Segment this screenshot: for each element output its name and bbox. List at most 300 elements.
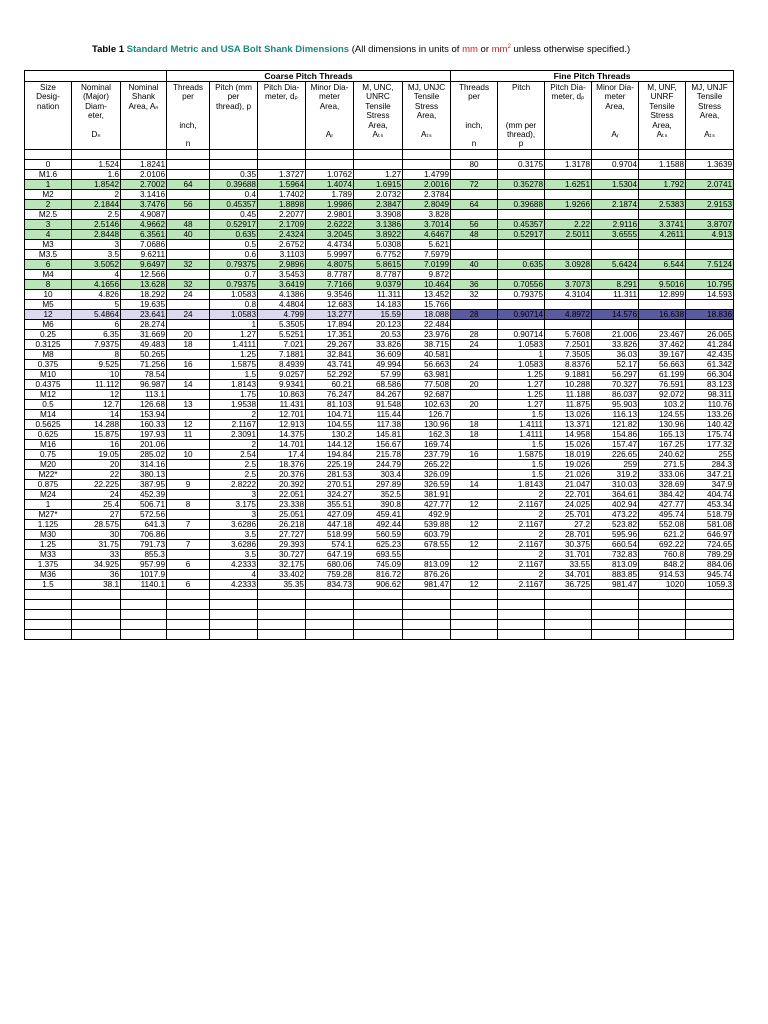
table-cell [167, 369, 210, 379]
table-cell: 7.021 [258, 339, 306, 349]
table-cell: 981.47 [592, 579, 639, 589]
table-row [25, 449, 734, 459]
table-cell: 1.792 [639, 179, 686, 189]
table-cell: 319.2 [592, 469, 639, 479]
table-cell: 2 [25, 199, 72, 209]
table-cell: 0.75 [25, 449, 72, 459]
table-cell [167, 269, 210, 279]
table-cell: 732.83 [592, 549, 639, 559]
table-cell: M12 [25, 389, 72, 399]
table-cell: 724.65 [686, 539, 734, 549]
table-cell: 2 [498, 569, 545, 579]
table-cell: 0.7 [210, 269, 258, 279]
unit-mm2-base: mm [491, 44, 508, 56]
column-header: Size Desig- nation [25, 82, 72, 150]
table-cell [451, 239, 498, 249]
table-cell: 1.27 [354, 169, 403, 179]
table-cell: M2.5 [25, 209, 72, 219]
table-cell: 2.22 [545, 219, 592, 229]
empty-cell [306, 629, 354, 639]
table-cell: 9.0257 [258, 369, 306, 379]
table-cell: 169.74 [403, 439, 451, 449]
table-cell: 11.431 [258, 399, 306, 409]
empty-cell [121, 599, 167, 609]
empty-cell [354, 609, 403, 619]
table-cell: 0.45357 [498, 219, 545, 229]
empty-cell [451, 619, 498, 629]
table-cell: 2.1167 [498, 579, 545, 589]
table-cell: 6.7752 [354, 249, 403, 259]
table-cell: 2.5146 [72, 219, 121, 229]
table-cell: 201.06 [121, 439, 167, 449]
table-cell: 1.5 [210, 369, 258, 379]
table-cell: 3.6555 [592, 229, 639, 239]
table-cell: 76.247 [306, 389, 354, 399]
table-cell: 646.97 [686, 529, 734, 539]
table-cell: 1.4111 [498, 419, 545, 429]
table-cell: 14.576 [592, 309, 639, 319]
table-cell: 7 [167, 519, 210, 529]
table-cell: 83.123 [686, 379, 734, 389]
table-cell: 1.25 [498, 369, 545, 379]
table-cell: 0.635 [498, 259, 545, 269]
table-cell: 4 [72, 269, 121, 279]
table-cell: 0.5 [210, 239, 258, 249]
table-cell [451, 269, 498, 279]
table-row [25, 509, 734, 519]
table-cell [167, 159, 210, 169]
table-cell: 19.026 [545, 459, 592, 469]
table-cell [498, 299, 545, 309]
empty-cell [72, 619, 121, 629]
table-cell [639, 249, 686, 259]
table-cell: 5.8615 [354, 259, 403, 269]
table-cell: 7.0686 [121, 239, 167, 249]
table-cell: 56 [451, 219, 498, 229]
table-cell: 270.51 [306, 479, 354, 489]
table-cell [306, 159, 354, 169]
table-cell: 3.5453 [258, 269, 306, 279]
table-cell: 4.3104 [545, 289, 592, 299]
table-cell: 13.371 [545, 419, 592, 429]
table-cell: 0.45 [210, 209, 258, 219]
table-cell: 390.8 [354, 499, 403, 509]
table-cell: 50.265 [121, 349, 167, 359]
table-cell: 2.54 [210, 449, 258, 459]
table-cell: 914.53 [639, 569, 686, 579]
table-cell: 81.103 [306, 399, 354, 409]
table-cell: 30.375 [545, 539, 592, 549]
group-header-row [25, 71, 734, 82]
table-row [25, 179, 734, 189]
empty-cell [210, 629, 258, 639]
table-cell: 8.8376 [545, 359, 592, 369]
table-cell: 48 [167, 219, 210, 229]
table-cell: 16.638 [639, 309, 686, 319]
table-cell: 28.575 [72, 519, 121, 529]
table-cell [210, 159, 258, 169]
empty-cell [258, 619, 306, 629]
table-cell: 7.9375 [72, 339, 121, 349]
units-note-prefix: (All dimensions in units of [351, 44, 460, 56]
units-note-or: or [480, 44, 489, 56]
table-cell: 32 [167, 279, 210, 289]
table-cell [451, 209, 498, 219]
table-cell: 26.218 [258, 519, 306, 529]
empty-cell [25, 609, 72, 619]
table-cell: 957.99 [121, 559, 167, 569]
table-cell: 86.037 [592, 389, 639, 399]
table-cell: 2.1709 [258, 219, 306, 229]
table-cell [451, 469, 498, 479]
table-cell: 15.59 [354, 309, 403, 319]
table-cell: 4.826 [72, 289, 121, 299]
table-cell: 1140.1 [121, 579, 167, 589]
table-cell: 5.4864 [72, 309, 121, 319]
table-cell [451, 299, 498, 309]
table-cell: M2 [25, 189, 72, 199]
table-cell: 4.2333 [210, 579, 258, 589]
table-cell: 518.79 [686, 509, 734, 519]
table-cell: 2.1167 [498, 519, 545, 529]
table-cell [167, 549, 210, 559]
table-cell: 156.67 [354, 439, 403, 449]
empty-cell [25, 619, 72, 629]
table-cell: 40.581 [403, 349, 451, 359]
table-cell: 660.54 [592, 539, 639, 549]
empty-cell [167, 629, 210, 639]
empty-cell [167, 609, 210, 619]
table-cell: 692.22 [639, 539, 686, 549]
table-cell: 177.32 [686, 439, 734, 449]
table-cell: 20 [451, 399, 498, 409]
table-cell: 3.8922 [354, 229, 403, 239]
table-cell: 20 [72, 459, 121, 469]
table-row [25, 379, 734, 389]
table-cell: 1.25 [25, 539, 72, 549]
table-cell: 115.44 [354, 409, 403, 419]
table-cell: 328.69 [639, 479, 686, 489]
table-cell: 22.225 [72, 479, 121, 489]
table-cell: 427.77 [403, 499, 451, 509]
table-cell: 60.21 [306, 379, 354, 389]
table-cell: 36 [451, 279, 498, 289]
table-cell: M5 [25, 299, 72, 309]
table-cell: 1.1588 [639, 159, 686, 169]
table-cell: 113.1 [121, 389, 167, 399]
table-cell: M14 [25, 409, 72, 419]
table-cell: 84.267 [354, 389, 403, 399]
column-header: Pitch Dia- meter, dₚ [258, 82, 306, 150]
empty-cell [210, 609, 258, 619]
empty-cell [686, 599, 734, 609]
table-cell: 40 [167, 229, 210, 239]
table-cell: 303.4 [354, 469, 403, 479]
table-cell: 9.1881 [545, 369, 592, 379]
table-row [25, 309, 734, 319]
coarse-group-header: Coarse Pitch Threads [167, 71, 451, 82]
table-cell: M27* [25, 509, 72, 519]
column-header: Nominal Shank Area, Aₙ [121, 82, 167, 150]
table-cell: 0.79375 [210, 279, 258, 289]
table-cell: 459.41 [354, 509, 403, 519]
table-cell: 64 [451, 199, 498, 209]
table-cell [498, 209, 545, 219]
table-cell: 1.4799 [403, 169, 451, 179]
table-cell [592, 239, 639, 249]
table-cell: 30 [72, 529, 121, 539]
table-cell: 12 [451, 539, 498, 549]
table-cell: 18 [451, 419, 498, 429]
table-cell: 2.8049 [403, 199, 451, 209]
table-cell [167, 529, 210, 539]
empty-cell [258, 599, 306, 609]
table-cell [167, 239, 210, 249]
table-cell: 518.99 [306, 529, 354, 539]
column-header: Pitch Dia- meter, dₚ [545, 82, 592, 150]
table-cell: 33.826 [592, 339, 639, 349]
table-cell: 539.88 [403, 519, 451, 529]
table-cell: 281.53 [306, 469, 354, 479]
table-cell: 36.03 [592, 349, 639, 359]
table-cell: 9.6211 [121, 249, 167, 259]
table-cell: 427.77 [639, 499, 686, 509]
table-cell: 140.42 [686, 419, 734, 429]
table-cell: 167.25 [639, 439, 686, 449]
table-cell: 1.9266 [545, 199, 592, 209]
table-cell [167, 249, 210, 259]
empty-cell [306, 609, 354, 619]
table-cell: 3 [72, 239, 121, 249]
table-cell: 215.78 [354, 449, 403, 459]
empty-cell [639, 609, 686, 619]
table-cell: 326.59 [403, 479, 451, 489]
table-cell: 8 [25, 279, 72, 289]
table-cell [167, 489, 210, 499]
table-cell: 21.006 [592, 329, 639, 339]
table-cell: 381.91 [403, 489, 451, 499]
table-cell: 5.6424 [592, 259, 639, 269]
table-cell: 2.1874 [592, 199, 639, 209]
table-row [25, 459, 734, 469]
table-cell: 2.5383 [639, 199, 686, 209]
table-cell: 28 [451, 329, 498, 339]
table-cell: 0.3175 [498, 159, 545, 169]
table-cell: 1.0583 [210, 309, 258, 319]
table-cell: 0.6 [210, 249, 258, 259]
table-cell: 4.1386 [258, 289, 306, 299]
table-row [25, 559, 734, 569]
table-cell: 17.894 [306, 319, 354, 329]
empty-cell [451, 629, 498, 639]
table-cell: 0.375 [25, 359, 72, 369]
table-cell: 813.09 [592, 559, 639, 569]
empty-cell [25, 629, 72, 639]
table-cell: 17.351 [306, 329, 354, 339]
table-cell: 48 [451, 229, 498, 239]
table-cell: 3.8707 [686, 219, 734, 229]
table-cell: 18 [451, 429, 498, 439]
table-cell: 27.727 [258, 529, 306, 539]
table-cell: 9.5016 [639, 279, 686, 289]
table-cell: 574.1 [306, 539, 354, 549]
table-cell: 2.0106 [121, 169, 167, 179]
table-cell: 14.375 [258, 429, 306, 439]
empty-cell [72, 609, 121, 619]
empty-cell [451, 609, 498, 619]
table-cell: 102.63 [403, 399, 451, 409]
table-cell: 28.701 [545, 529, 592, 539]
empty-cell [258, 609, 306, 619]
table-row [25, 399, 734, 409]
table-cell: 2.5 [72, 209, 121, 219]
table-cell: 4.2333 [210, 559, 258, 569]
table-cell: 0.70556 [498, 279, 545, 289]
table-cell: 3.175 [210, 499, 258, 509]
table-cell: 1.789 [306, 189, 354, 199]
table-cell: 25.701 [545, 509, 592, 519]
empty-cell [121, 609, 167, 619]
table-cell: 3.0928 [545, 259, 592, 269]
table-cell: 1.3178 [545, 159, 592, 169]
table-cell: 1.4111 [498, 429, 545, 439]
table-cell: 237.79 [403, 449, 451, 459]
table-cell: M3.5 [25, 249, 72, 259]
table-cell: 95.903 [592, 399, 639, 409]
table-cell: 355.51 [306, 499, 354, 509]
empty-cell [545, 609, 592, 619]
empty-cell [354, 599, 403, 609]
table-cell: 2 [210, 409, 258, 419]
table-cell: 14.183 [354, 299, 403, 309]
empty-cell [592, 629, 639, 639]
table-cell: 2 [72, 189, 121, 199]
table-cell: 14.701 [258, 439, 306, 449]
empty-cell [639, 629, 686, 639]
empty-cell [639, 599, 686, 609]
table-cell: 1.0583 [498, 339, 545, 349]
table-cell [451, 569, 498, 579]
table-cell: 130.2 [306, 429, 354, 439]
table-cell: 4.2611 [639, 229, 686, 239]
table-row [25, 389, 734, 399]
table-cell [592, 189, 639, 199]
table-cell: 5 [72, 299, 121, 309]
empty-cell [686, 619, 734, 629]
table-cell: 297.89 [354, 479, 403, 489]
table-cell: 5.5251 [258, 329, 306, 339]
table-cell: 31.701 [545, 549, 592, 559]
table-cell: 38.715 [403, 339, 451, 349]
table-cell: 116.13 [592, 409, 639, 419]
table-cell: 813.09 [403, 559, 451, 569]
table-cell: 7.2501 [545, 339, 592, 349]
table-cell: 126.7 [403, 409, 451, 419]
table-cell: 162.3 [403, 429, 451, 439]
table-cell: 11.875 [545, 399, 592, 409]
empty-row [25, 589, 734, 599]
empty-cell [306, 619, 354, 629]
empty-cell [498, 619, 545, 629]
empty-cell [592, 609, 639, 619]
empty-cell [258, 629, 306, 639]
empty-cell [451, 589, 498, 599]
table-cell: 9.3546 [306, 289, 354, 299]
empty-cell [686, 589, 734, 599]
table-cell: 3.7073 [545, 279, 592, 289]
table-cell: 3.3741 [639, 219, 686, 229]
table-cell [545, 169, 592, 179]
table-cell: 32 [451, 289, 498, 299]
table-cell: 124.55 [639, 409, 686, 419]
table-cell: 33.826 [354, 339, 403, 349]
table-cell: 10 [25, 289, 72, 299]
table-cell: 12 [451, 499, 498, 509]
empty-cell [403, 629, 451, 639]
empty-cell [686, 629, 734, 639]
table-cell: M16 [25, 439, 72, 449]
table-cell: 4.6467 [403, 229, 451, 239]
table-cell: 2.0016 [403, 179, 451, 189]
table-cell: 27 [72, 509, 121, 519]
table-cell: 14.288 [72, 419, 121, 429]
table-cell: 259 [592, 459, 639, 469]
table-cell: 3 [210, 509, 258, 519]
table-cell: 0.39688 [498, 199, 545, 209]
table-cell: 14.593 [686, 289, 734, 299]
table-cell: 0.25 [25, 329, 72, 339]
table-cell: 130.96 [403, 419, 451, 429]
table-cell: 1 [210, 319, 258, 329]
empty-cell [592, 599, 639, 609]
table-cell [451, 529, 498, 539]
table-cell: 5.3505 [258, 319, 306, 329]
table-cell [639, 189, 686, 199]
table-cell: M20 [25, 459, 72, 469]
table-cell: 32.841 [306, 349, 354, 359]
table-cell: 13.452 [403, 289, 451, 299]
table-cell: 6 [167, 579, 210, 589]
table-cell: 91.548 [354, 399, 403, 409]
empty-cell [306, 599, 354, 609]
table-cell: 23.338 [258, 499, 306, 509]
table-cell: 56.297 [592, 369, 639, 379]
table-cell: M33 [25, 549, 72, 559]
table-cell: 1 [25, 179, 72, 189]
table-cell [545, 269, 592, 279]
empty-cell [121, 629, 167, 639]
column-header: Nominal (Major) Diam- eter, Dₙ [72, 82, 121, 150]
table-row [25, 259, 734, 269]
table-cell: 347.21 [686, 469, 734, 479]
empty-cell [258, 589, 306, 599]
column-header: M, UNF, UNRF Tensile Stress Area, Aₜₛ [639, 82, 686, 150]
table-cell: 14 [451, 479, 498, 489]
table-cell: 18.019 [545, 449, 592, 459]
table-cell: 706.86 [121, 529, 167, 539]
table-cell: 37.462 [639, 339, 686, 349]
table-cell [545, 299, 592, 309]
table-cell: 29.267 [306, 339, 354, 349]
empty-cell [403, 589, 451, 599]
table-cell: 3.1416 [121, 189, 167, 199]
table-cell: 9.525 [72, 359, 121, 369]
table-row [25, 499, 734, 509]
table-cell: 285.02 [121, 449, 167, 459]
table-cell: M24 [25, 489, 72, 499]
table-cell: 848.2 [639, 559, 686, 569]
table-cell: 1.4111 [210, 339, 258, 349]
